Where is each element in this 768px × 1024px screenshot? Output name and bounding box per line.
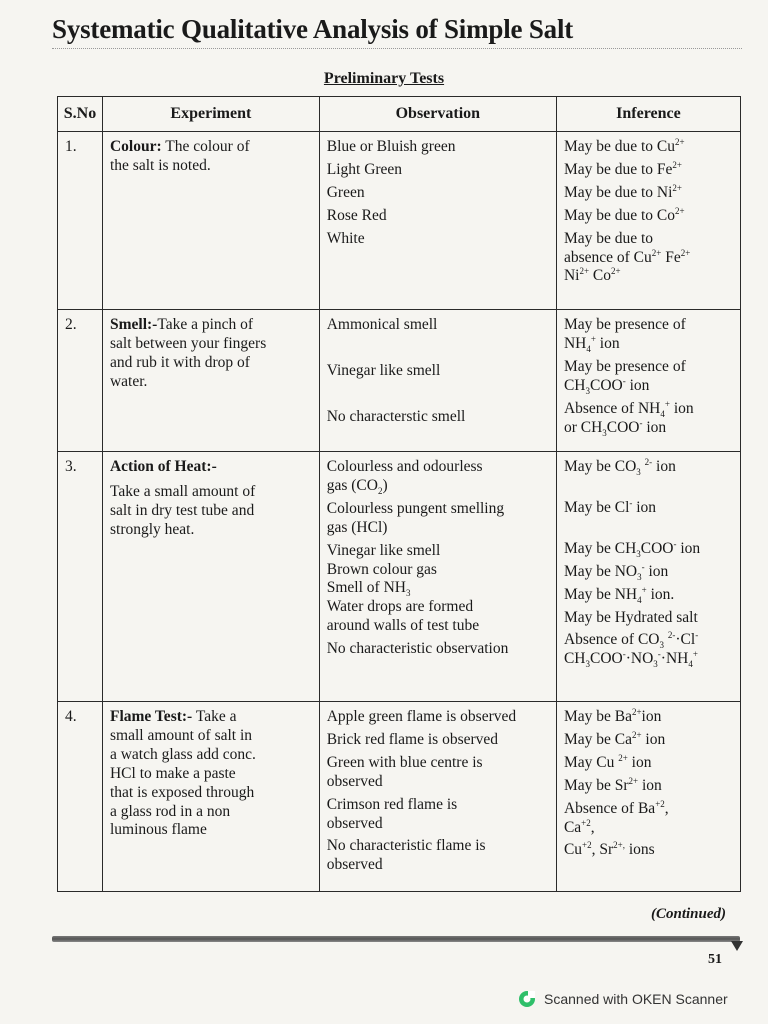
inference-item: May be due to $Fe^{2+}$ (563, 159, 682, 178)
observation-item: Rose Red (326, 206, 387, 224)
observation-item: No characteristic observation (326, 640, 509, 658)
header-sno: S.No (58, 97, 103, 132)
table-row (58, 452, 741, 702)
inference-item: May be $CH_3COO^-$ ion (563, 538, 701, 559)
experiment-line: salt between your fingers (109, 334, 267, 352)
inference-item: $NH_4^+$ ion (563, 333, 620, 354)
inference-item: Absence of $NH_4^+$ ion (563, 398, 694, 419)
table-row (58, 310, 741, 452)
experiment-line: salt in dry test tube and (109, 501, 255, 519)
inference-item: $Ca^{+2}$, (563, 817, 595, 836)
continued-note: (Continued) (650, 906, 726, 922)
inference-item: Absence of $CO_3$ $^{2-}$·Cl- (563, 630, 699, 651)
experiment-title: Colour: (109, 138, 162, 155)
observation-item: gas (HCl) (326, 518, 388, 536)
observation-item: Ammonical smell (326, 316, 438, 333)
inference-item: May be due to $Ni^{2+}$ (563, 182, 682, 201)
experiment-line: Take a small amount of (109, 482, 256, 500)
experiment-line: a glass rod in a non (109, 802, 231, 820)
inference-item: Absence of $Ba^{+2}$, (563, 798, 669, 817)
inference-item: or $CH_3COO^-$ ion (563, 417, 667, 438)
observation-item: Green with blue centre is (326, 753, 483, 771)
analysis-table (57, 96, 741, 892)
table-row (58, 132, 741, 310)
experiment-line: that is exposed through (109, 783, 255, 801)
experiment-line: strongly heat. (109, 520, 195, 538)
inference-item: May be $NH_4^+$ ion. (563, 584, 675, 605)
observation-item: Vinegar like smell (326, 361, 441, 379)
observation-item: Smell of $NH_3$ (326, 579, 411, 599)
observation-item: Brick red flame is observed (326, 730, 499, 748)
page-title: Systematic Qualitative Analysis of Simple Salt (52, 14, 574, 44)
inference-item: May be $Ca^{2+}$ ion (563, 729, 666, 748)
row-observation (319, 132, 556, 310)
observation-item: Vinegar like smell (326, 541, 441, 559)
table-header-row (58, 97, 741, 132)
inference-item: absence of $Cu^{2+}$ $Fe^{2+}$ (563, 247, 691, 266)
inference-item: May Cu $^{2+}$ ion (563, 752, 652, 771)
scanner-logo-icon (518, 990, 536, 1008)
inference-item: May be due to $Cu^{2+}$ (563, 136, 685, 155)
inference-item: May be presence of (563, 316, 686, 333)
row-experiment (102, 702, 319, 892)
title-rule (52, 48, 742, 49)
row-observation (319, 310, 556, 452)
section-subtitle: Preliminary Tests (323, 70, 445, 87)
observation-item: Apple green flame is observed (326, 708, 517, 725)
row-experiment (102, 132, 319, 310)
table-row (58, 702, 741, 892)
observation-item: White (326, 229, 365, 247)
observation-item: No characteristic flame is (326, 837, 486, 855)
inference-item: May be due to (563, 229, 654, 247)
row-sno: 4. (58, 702, 103, 892)
row-observation (319, 452, 556, 702)
row-inference (556, 132, 740, 310)
scanner-watermark (518, 990, 728, 1008)
header-observation: Observation (319, 97, 556, 132)
inference-item: $CH_3COO^-\cdot NO_3^-\cdot NH_4^+$ (563, 649, 698, 670)
observation-item: gas $(CO_2)$ (326, 476, 388, 496)
experiment-line: The colour of (165, 138, 250, 155)
observation-item: Colourless pungent smelling (326, 499, 505, 517)
observation-item: Brown colour gas (326, 560, 437, 578)
row-experiment (102, 310, 319, 452)
inference-item: May be presence of (563, 357, 686, 375)
inference-item: May be Cl- ion (563, 497, 657, 516)
observation-item: Crimson red flame is (326, 795, 458, 813)
row-observation (319, 702, 556, 892)
row-inference (556, 452, 740, 702)
observation-item: observed (326, 814, 383, 832)
row-sno: 1. (58, 132, 103, 310)
row-sno: 3. (58, 452, 103, 702)
header-experiment: Experiment (102, 97, 319, 132)
experiment-title: Action of Heat:- (109, 458, 217, 475)
observation-item: Colourless and odourless (326, 458, 483, 475)
experiment-line: Take a (195, 708, 237, 725)
inference-item: $Cu^{+2}$, $Sr^{2+,}$ ions (563, 840, 655, 859)
observation-item: Green (326, 183, 365, 201)
observation-item: Light Green (326, 160, 403, 178)
scanner-watermark-text: Scanned with OKEN Scanner (544, 991, 728, 1007)
experiment-title: Flame Test:- (109, 708, 193, 725)
observation-item: Blue or Bluish green (326, 138, 456, 155)
experiment-line: the salt is noted. (109, 156, 211, 174)
experiment-line: luminous flame (109, 821, 207, 839)
observation-item: observed (326, 856, 383, 874)
inference-item: May be due to $Co^{2+}$ (563, 205, 685, 224)
row-inference (556, 702, 740, 892)
inference-item: May be $NO_3^-$ ion (563, 561, 669, 582)
header-inference: Inference (556, 97, 740, 132)
experiment-line: and rub it with drop of (109, 353, 250, 371)
observation-item: No characterstic smell (326, 407, 466, 425)
experiment-line: Take a pinch of (157, 316, 254, 333)
inference-item: $CH_3COO^-$ ion (563, 375, 650, 396)
inference-item: May be $Ba^{2+}ion$ (563, 706, 662, 725)
experiment-line: a watch glass add conc. (109, 745, 256, 763)
row-experiment (102, 452, 319, 702)
observation-item: Water drops are formed (326, 598, 474, 616)
inference-item: May be $CO_3$ $^{2-}$ ion (563, 456, 676, 478)
experiment-line: HCl to make a paste (109, 764, 236, 782)
footer-rule (52, 936, 740, 942)
experiment-line: small amount of salt in (109, 726, 253, 744)
observation-item: around walls of test tube (326, 617, 480, 635)
experiment-line: water. (109, 372, 148, 390)
row-sno: 2. (58, 310, 103, 452)
observation-item: observed (326, 772, 383, 790)
triangle-down-icon (731, 941, 743, 951)
page-number: 51 (708, 952, 722, 967)
experiment-title: Smell:- (109, 316, 158, 333)
row-inference (556, 310, 740, 452)
inference-item: $Ni^{2+}$ $Co^{2+}$ (563, 266, 621, 285)
inference-item: May be Hydrated salt (563, 608, 698, 626)
inference-item: May be $Sr^{2+}$ ion (563, 775, 662, 794)
